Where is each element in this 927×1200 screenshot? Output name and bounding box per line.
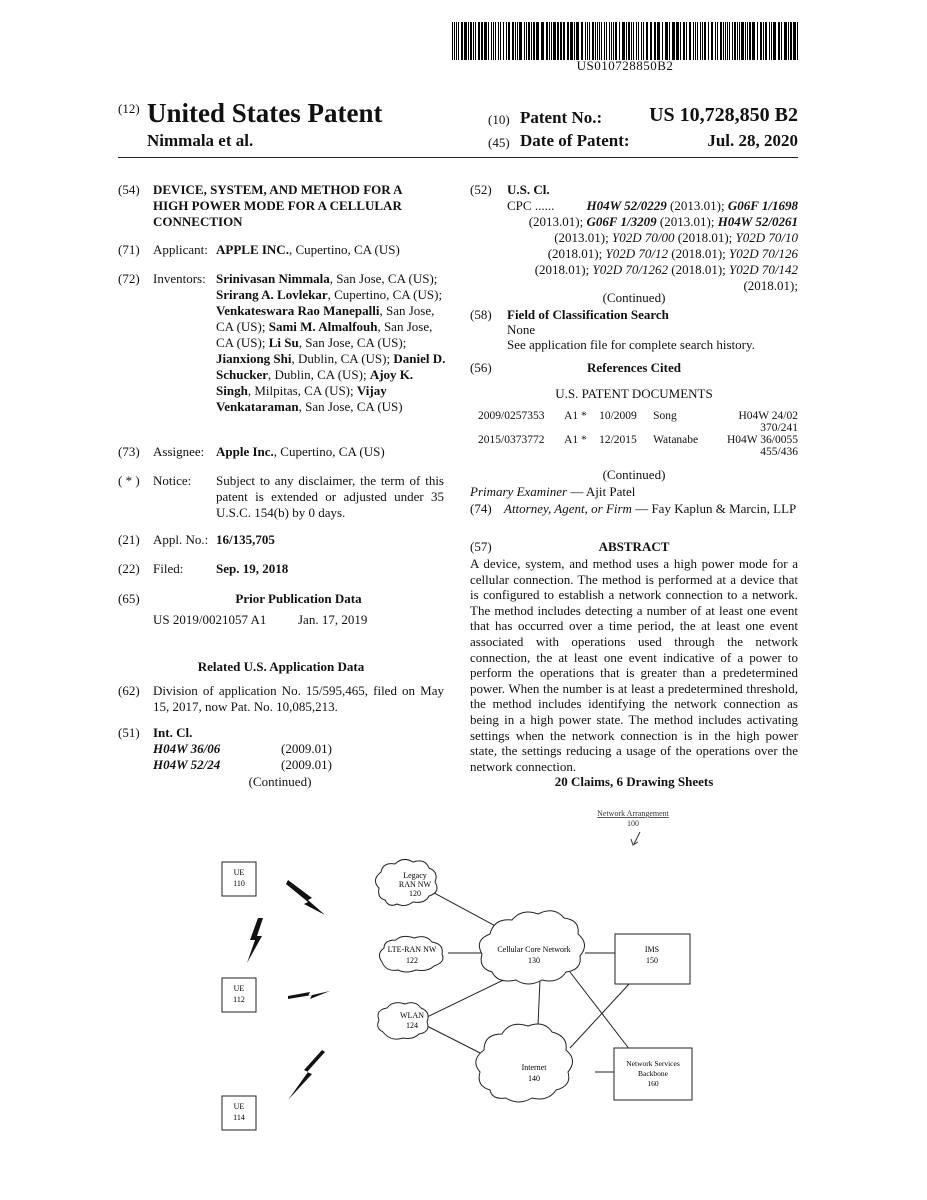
abstract-text: A device, system, and method uses a high power mode for a cellular connection. The method is performed at a device that is configured to establish a network connection to a network. The method includes detecting a number of at least one event that has occurred over a time period, the at least one event associated with operations used through the network connection, the at least one event indicative of a power to perform the operations that is greater than a predetermined power. When the number is at least a predetermined threshold, the method includes identifying the network connection as being in a high power state. The method includes activating settings when the network connection is in the high power state, the settings reducing a usage of the operations over the network connection.: [470, 556, 798, 774]
field-note: See application file for complete search history.: [507, 337, 755, 352]
assignee-code: (73): [118, 444, 140, 459]
barcode-bar: [676, 22, 679, 60]
figure-pointer-arrow-icon: [631, 832, 640, 845]
barcode-bar: [452, 22, 453, 60]
barcode-bar: [669, 22, 670, 60]
barcode-bar: [528, 22, 530, 60]
invention-title: DEVICE, SYSTEM, AND METHOD FOR A HIGH POWER MODE FOR A CELLULAR CONNECTION: [153, 182, 402, 229]
inventors-label: Inventors:: [153, 271, 206, 286]
ims-label: IMS: [644, 945, 660, 954]
ref-number: 2015/0373772: [478, 434, 545, 446]
barcode-bar: [797, 22, 798, 60]
inventor-location: , Cupertino, CA (US);: [327, 287, 443, 302]
filed-date: Sep. 19, 2018: [216, 561, 289, 576]
ref-number: 2009/0257353: [478, 410, 545, 422]
barcode-bar: [475, 22, 476, 60]
intcl-class: H04W 52/24: [153, 757, 221, 772]
barcode-bar: [546, 22, 548, 60]
patent-date: Jul. 28, 2020: [707, 131, 798, 150]
barcode-bar: [488, 22, 489, 60]
ue-label: UE: [233, 1102, 245, 1111]
cpc-class: H04W 52/0229: [586, 198, 667, 213]
link-core-internet: [538, 980, 540, 1025]
barcode-bar: [592, 22, 594, 60]
appl-number: 16/135,705: [216, 532, 275, 547]
barcode-bar: [697, 22, 698, 60]
cpc-text: [507, 198, 798, 294]
cpc-year: (2018.01);: [534, 262, 593, 277]
barcode-bar: [526, 22, 527, 60]
barcode-bar: [622, 22, 625, 60]
lte-ran-cloud: [379, 936, 443, 972]
field-heading: Field of Classification Search: [507, 307, 669, 322]
title-code: (54): [118, 182, 140, 197]
cpc-year: (2018.01);: [667, 262, 730, 277]
examiner-label: Primary Examiner: [470, 484, 568, 499]
intcl-class: H04W 36/06: [153, 741, 221, 756]
barcode-bar: [567, 22, 569, 60]
figure-title-number: 100: [627, 819, 639, 828]
barcode-bar: [576, 22, 579, 60]
barcode-bar: [461, 22, 463, 60]
barcode-bar: [715, 22, 716, 60]
backbone-label-2: Backbone: [638, 1069, 668, 1078]
ref-class-primary: H04W 36/0055: [726, 434, 798, 446]
barcode-bar: [464, 22, 467, 60]
inventor-location: , San Jose, CA (US);: [216, 319, 433, 350]
barcode-bar: [619, 22, 620, 60]
inventor-name: Daniel D. Schucker: [216, 351, 446, 382]
wireless-links: [247, 880, 330, 1100]
appl-label: Appl. No.:: [153, 532, 209, 547]
assignee-name: Apple Inc.: [216, 444, 274, 459]
inventors-code: (72): [118, 271, 140, 286]
ref-kind: A1 *: [564, 434, 587, 446]
ref-date: 10/2009: [599, 410, 637, 422]
ref-date: 12/2015: [599, 434, 637, 446]
barcode-bar: [790, 22, 792, 60]
barcode-bar: [680, 22, 681, 60]
barcode-bar: [638, 22, 639, 60]
barcode-bar: [560, 22, 562, 60]
ref-class-primary: H04W 24/02: [738, 410, 798, 422]
intcl-year: (2009.01): [281, 757, 332, 772]
intcl-year: (2009.01): [281, 741, 332, 756]
barcode-bar: [763, 22, 764, 60]
barcode-bar: [745, 22, 746, 60]
ue-number: 112: [233, 995, 245, 1004]
ref-class: [710, 410, 798, 434]
barcode-bar: [551, 22, 552, 60]
related-heading: Related U.S. Application Data: [197, 659, 365, 674]
wlan-label: WLAN: [400, 1011, 424, 1020]
attorney-code: (74): [470, 501, 492, 516]
barcode-bar: [781, 22, 782, 60]
abstract-heading: ABSTRACT: [598, 539, 670, 554]
ref-class: [710, 434, 798, 458]
barcode-bar: [717, 22, 718, 60]
ue-label: UE: [233, 984, 245, 993]
claims-summary: 20 Claims, 6 Drawing Sheets: [554, 774, 714, 789]
barcode-bar: [749, 22, 751, 60]
assignee: [216, 444, 446, 460]
backbone-label-1: Network Services: [626, 1059, 680, 1068]
attorney: [504, 501, 798, 517]
ref-kind: A1 *: [564, 410, 587, 422]
attorney-label: Attorney, Agent, or Firm: [504, 501, 632, 516]
barcode-bar: [650, 22, 652, 60]
barcode-bar: [662, 22, 663, 60]
lightning-bolt-icon: [288, 991, 330, 999]
barcode-bar: [470, 22, 472, 60]
inventor-name: Srinivasan Nimmala: [216, 271, 330, 286]
barcode-bar: [626, 22, 627, 60]
patent-number: US 10,728,850 B2: [649, 104, 798, 126]
inventors-short: Nimmala et al.: [147, 131, 254, 150]
inventor-name: Sami M. Almalfouh: [268, 319, 378, 334]
notice-label: Notice:: [153, 473, 192, 488]
applicant-name: APPLE INC.: [216, 242, 289, 257]
inventor-name: Jianxiong Shi: [216, 351, 292, 366]
barcode-bar: [549, 22, 550, 60]
filed-label: Filed:: [153, 561, 184, 576]
barcode-bar: [515, 22, 516, 60]
inventor-name: Vijay Venkataraman: [216, 383, 387, 414]
ue-number: 114: [233, 1113, 245, 1122]
barcode-bar: [646, 22, 648, 60]
division-code: (62): [118, 683, 140, 698]
barcode-bar: [708, 22, 709, 60]
barcode-bar: [613, 22, 614, 60]
barcode-bar: [643, 22, 644, 60]
barcode-bar: [739, 22, 740, 60]
barcode-bar: [628, 22, 630, 60]
barcode-bar: [589, 22, 590, 60]
cpc-year: (2018.01);: [743, 278, 798, 293]
internet-number: 140: [528, 1074, 540, 1083]
patent-no-label: Patent No.:: [520, 108, 603, 127]
notice-code: ( * ): [118, 473, 140, 488]
barcode-bar: [557, 22, 559, 60]
assignee-label: Assignee:: [153, 444, 205, 459]
barcode-bar: [723, 22, 724, 60]
ref-class-secondary: 370/241: [760, 422, 798, 434]
core-number: 130: [528, 956, 540, 965]
barcode-bar: [693, 22, 694, 60]
barcode-bar: [493, 22, 494, 60]
cpc-lead: CPC ......: [507, 198, 555, 213]
barcode-bar: [773, 22, 776, 60]
intcl-heading: Int. Cl.: [153, 725, 193, 740]
ue-number: 110: [233, 879, 245, 888]
barcode-bar: [784, 22, 787, 60]
barcode-bar: [519, 22, 522, 60]
barcode-bar: [456, 22, 457, 60]
barcode-bar: [695, 22, 696, 60]
cpc-year: (2018.01);: [674, 230, 736, 245]
barcode-bar: [541, 22, 544, 60]
cpc-year: (2013.01);: [554, 230, 612, 245]
barcode-bar: [729, 22, 730, 60]
legacy-label-1: Legacy: [403, 871, 427, 880]
cpc-year: (2013.01);: [528, 214, 587, 229]
legacy-number: 120: [409, 889, 421, 898]
field-code: (58): [470, 307, 492, 322]
inventor-name: Li Su: [268, 335, 299, 350]
inventor-location: , Dublin, CA (US);: [268, 367, 370, 382]
inventor-location: , Milpitas, CA (US);: [247, 383, 357, 398]
cpc-class: Y02D 70/12: [605, 246, 668, 261]
ref-class-secondary: 455/436: [760, 446, 798, 458]
barcode-bar: [611, 22, 612, 60]
cpc-year: (2018.01);: [667, 246, 730, 261]
cpc-class: Y02D 70/10: [735, 230, 798, 245]
barcode-bar: [506, 22, 507, 60]
prior-publication: US 2019/0021057 A1: [153, 612, 267, 627]
barcode-bar: [595, 22, 596, 60]
inventor-name: Srirang A. Lovlekar: [216, 287, 328, 302]
barcode-bar: [760, 22, 762, 60]
barcode-bar: [769, 22, 770, 60]
barcode-bar: [654, 22, 656, 60]
cpc-year: (2013.01);: [656, 214, 718, 229]
barcode-bar: [597, 22, 598, 60]
barcode-bar: [672, 22, 675, 60]
applicant-label: Applicant:: [153, 242, 208, 257]
prior-code: (65): [118, 591, 140, 606]
refs-heading: References Cited: [587, 360, 681, 375]
barcode-bar: [484, 22, 487, 60]
inventor-location: , Dublin, CA (US);: [291, 351, 394, 366]
applicant: [216, 242, 446, 258]
core-label: Cellular Core Network: [497, 945, 571, 954]
barcode-bar: [498, 22, 499, 60]
legacy-label-2: RAN NW: [398, 880, 432, 889]
barcode-bar: [491, 22, 492, 60]
refs-continued: (Continued): [602, 467, 666, 482]
patent-heading: United States Patent: [147, 98, 383, 128]
date-code: (45): [488, 135, 510, 150]
barcode-bar: [517, 22, 518, 60]
barcode-bar: [757, 22, 758, 60]
cpc-class: Y02D 70/126: [729, 246, 798, 261]
intcl-code: (51): [118, 725, 140, 740]
barcode-bar: [495, 22, 496, 60]
wlan-cloud: [378, 1003, 428, 1039]
barcode-bar: [468, 22, 469, 60]
barcode-bar: [500, 22, 501, 60]
wlan-number: 124: [406, 1021, 418, 1030]
ims-number: 150: [646, 956, 658, 965]
barcode-bar: [604, 22, 605, 60]
barcode-bar: [601, 22, 602, 60]
inventor-name: Venkateswara Rao Manepalli: [216, 303, 380, 318]
barcode: [452, 22, 798, 60]
inventor-location: , San Jose, CA (US);: [216, 303, 435, 334]
barcode-bar: [793, 22, 796, 60]
cpc-class: H04W 52/0261: [717, 214, 798, 229]
uscl-heading: U.S. Cl.: [507, 182, 550, 197]
barcode-bar: [574, 22, 575, 60]
appl-code: (21): [118, 532, 140, 547]
barcode-bar: [454, 22, 455, 60]
barcode-bar: [524, 22, 525, 60]
inventors-list: [216, 271, 446, 415]
barcode-bar: [702, 22, 703, 60]
examiner-name: — Ajit Patel: [567, 484, 636, 499]
barcode-bar: [741, 22, 744, 60]
barcode-bar: [473, 22, 474, 60]
barcode-bar: [752, 22, 755, 60]
prior-heading: Prior Publication Data: [235, 591, 362, 606]
barcode-bar: [633, 22, 634, 60]
ue-label: UE: [233, 868, 245, 877]
examiner: [470, 484, 635, 500]
barcode-bar: [747, 22, 748, 60]
barcode-bar: [533, 22, 535, 60]
applicant-code: (71): [118, 242, 140, 257]
barcode-bar: [771, 22, 772, 60]
lte-number: 122: [406, 956, 418, 965]
barcode-bar: [711, 22, 713, 60]
barcode-bar: [737, 22, 738, 60]
barcode-bar: [503, 22, 504, 60]
cpc-class: G06F 1/3209: [586, 214, 657, 229]
barcode-bar: [631, 22, 632, 60]
lte-label: LTE-RAN NW: [387, 945, 437, 954]
lightning-bolt-icon: [247, 918, 263, 963]
internet-label: Internet: [521, 1063, 547, 1072]
barcode-bar: [458, 22, 459, 60]
assignee-location: , Cupertino, CA (US): [273, 444, 385, 459]
division-text: Division of application No. 15/595,465, filed on May 15, 2017, now Pat. No. 10,085,213.: [153, 683, 444, 714]
reference-row: [478, 434, 798, 458]
refs-code: (56): [470, 360, 492, 375]
barcode-bar: [585, 22, 586, 60]
cpc-class: Y02D 70/1262: [592, 262, 668, 277]
prior-date: Jan. 17, 2019: [298, 612, 368, 627]
barcode-bar: [788, 22, 789, 60]
abstract-code: (57): [470, 539, 492, 554]
barcode-bar: [536, 22, 539, 60]
barcode-bar: [581, 22, 583, 60]
attorney-name: — Fay Kaplun & Marcin, LLP: [631, 501, 797, 516]
references-table: [478, 410, 798, 458]
barcode-bar: [689, 22, 691, 60]
intcl-continued: (Continued): [248, 774, 312, 789]
barcode-bar: [720, 22, 722, 60]
barcode-bar: [606, 22, 607, 60]
reference-row: [478, 410, 798, 434]
field-none: None: [507, 322, 536, 337]
barcode-bar: [725, 22, 726, 60]
inventor-name: Ajoy K. Singh: [216, 367, 414, 398]
barcode-bar: [636, 22, 637, 60]
filed-code: (22): [118, 561, 140, 576]
inventor-location: , San Jose, CA (US): [298, 399, 403, 414]
lightning-bolt-icon: [288, 1050, 325, 1100]
ref-name: Song: [653, 410, 677, 422]
uscl-code: (52): [470, 182, 492, 197]
barcode-bar: [686, 22, 687, 60]
figure-title: Network Arrangement: [597, 809, 669, 818]
cpc-year: (2018.01);: [547, 246, 606, 261]
applicant-location: , Cupertino, CA (US): [288, 242, 400, 257]
barcode-bar: [599, 22, 600, 60]
barcode-bar: [657, 22, 660, 60]
barcode-bar: [665, 22, 668, 60]
barcode-bar: [609, 22, 610, 60]
barcode-bar: [508, 22, 510, 60]
barcode-bar: [732, 22, 733, 60]
patent-no-code: (10): [488, 112, 510, 127]
barcode-bar: [778, 22, 780, 60]
barcode-bar: [734, 22, 736, 60]
cpc-class: Y02D 70/00: [612, 230, 675, 245]
barcode-bar: [765, 22, 767, 60]
barcode-bar: [478, 22, 480, 60]
backbone-number: 160: [647, 1079, 659, 1088]
cpc-continued: (Continued): [602, 290, 666, 305]
refs-subheading: U.S. PATENT DOCUMENTS: [555, 386, 713, 401]
date-label: Date of Patent:: [520, 131, 630, 150]
barcode-bar: [563, 22, 565, 60]
barcode-bar: [727, 22, 728, 60]
notice-text: Subject to any disclaimer, the term of this patent is extended or adjusted under 35 U.S.C. 154(b) by 0 days.: [216, 473, 444, 520]
network-figure: [200, 800, 800, 1140]
cpc-year: (2013.01);: [666, 198, 728, 213]
lightning-bolt-icon: [286, 880, 325, 915]
barcode-bar: [512, 22, 514, 60]
barcode-bar: [481, 22, 483, 60]
barcode-bar: [531, 22, 532, 60]
ref-name: Watanabe: [653, 434, 699, 446]
barcode-bar: [587, 22, 588, 60]
barcode-bar: [615, 22, 617, 60]
barcode-bar: [683, 22, 685, 60]
barcode-bar: [570, 22, 573, 60]
document-number: US010728850B2: [576, 58, 674, 73]
barcode-bar: [704, 22, 706, 60]
barcode-bar: [553, 22, 556, 60]
barcode-bar: [700, 22, 701, 60]
cpc-class: G06F 1/1698: [727, 198, 798, 213]
cpc-class: Y02D 70/142: [729, 262, 798, 277]
inventor-location: , San Jose, CA (US);: [329, 271, 438, 286]
kind-code: (12): [118, 101, 140, 116]
inventor-location: , San Jose, CA (US);: [298, 335, 407, 350]
header-rule: [118, 157, 798, 158]
barcode-bar: [641, 22, 642, 60]
